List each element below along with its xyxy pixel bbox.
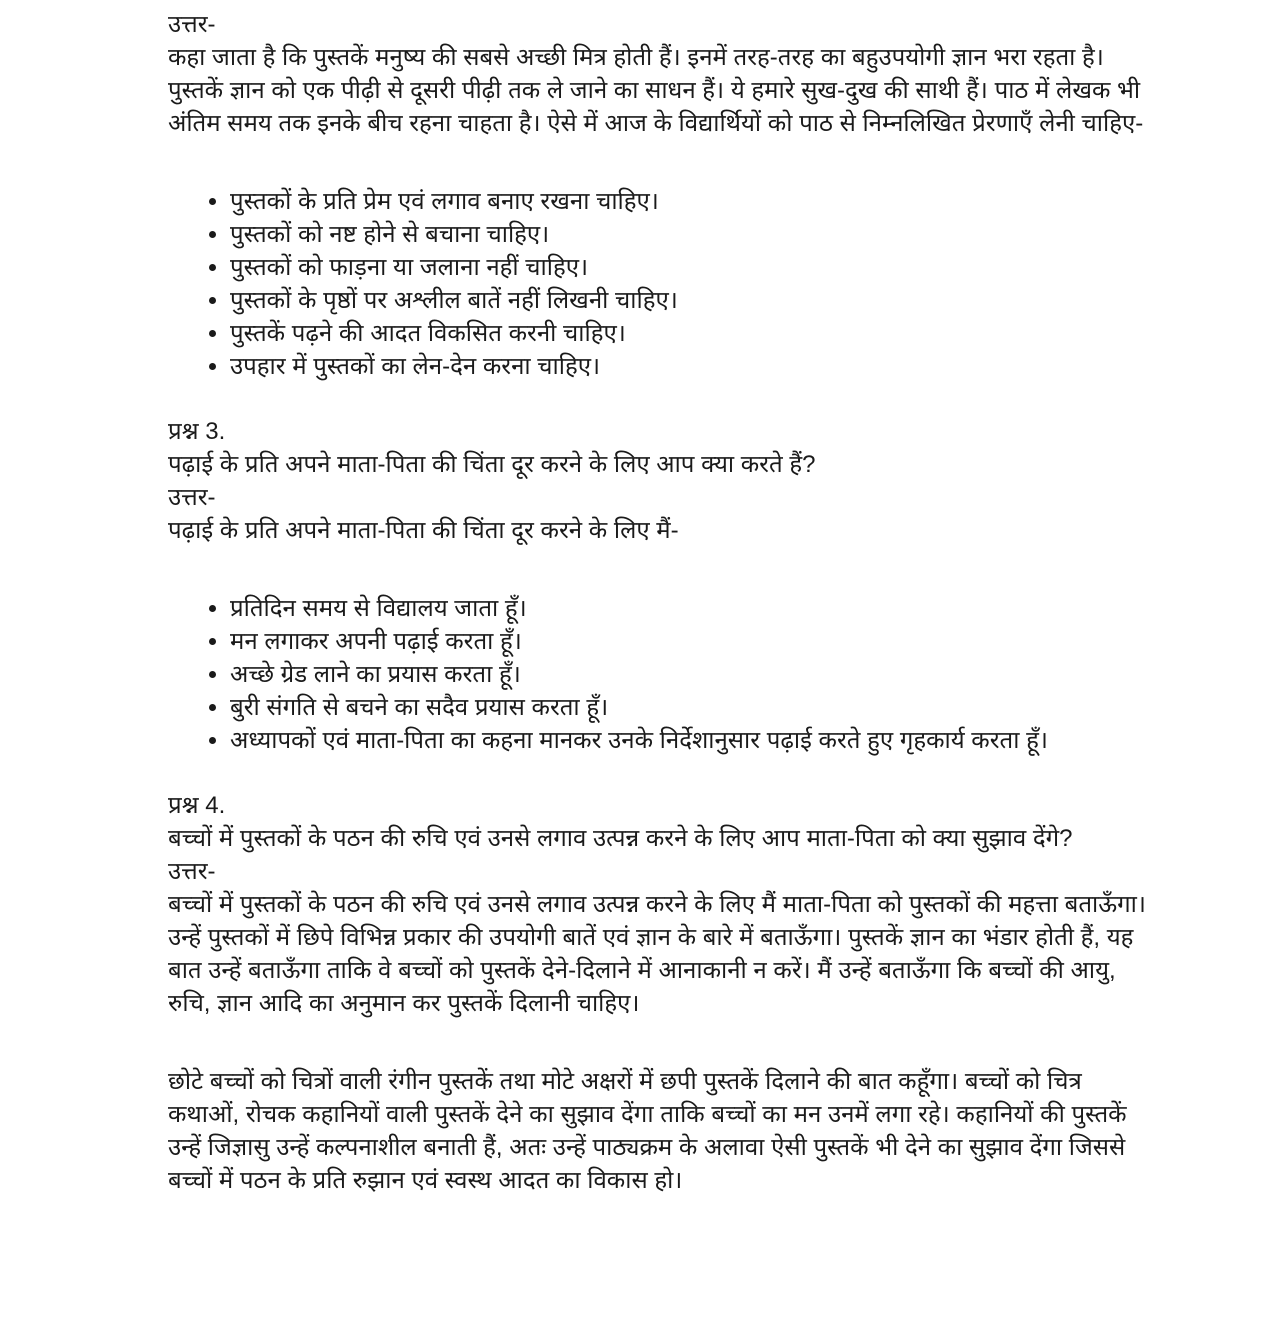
question-label: प्रश्न 4. xyxy=(168,792,226,819)
answer-label: उत्तर- xyxy=(168,484,216,511)
list-item: • पुस्तकों के पृष्ठों पर अश्लील बातें नहीं लिखनी चाहिए। xyxy=(230,284,1153,317)
answer-paragraph: कहा जाता है कि पुस्तकें मनुष्य की सबसे अच्छी मित्र होती हैं। इनमें तरह-तरह का बहुउपयोगी ज्ञान भरा रहता है। पुस्तकें ज्ञान को एक पीढ़ी से दूसरी पीढ़ी तक ले जाने का साधन हैं। ये हमारे सुख-दुख की साथी हैं। पाठ में लेखक भी अंतिम समय तक इनके बीच रहना चाहता है। ऐसे में आज के विद्यार्थियों को पाठ से निम्नलिखित प्रेरणाएँ लेनी चाहिए- xyxy=(168,44,1144,137)
question-label: प्रश्न 3. xyxy=(168,418,226,445)
answer-paragraph: बच्चों में पुस्तकों के पठन की रुचि एवं उनसे लगाव उत्पन्न करने के लिए मैं माता-पिता को पुस्तकों की महत्ता बताऊँगा। उन्हें पुस्तकों में छिपे विभिन्न प्रकार की उपयोगी बातें एवं ज्ञान के बारे में बताऊँगा। पुस्तकें ज्ञान का भंडार होती हैं, यह बात उन्हें बताऊँगा ताकि वे बच्चों को पुस्तकें देने-दिलाने में आनाकानी न करें। मैं उन्हें बताऊँगा कि बच्चों की आयु, रुचि, ज्ञान आदि का अनुमान कर पुस्तकें दिलानी चाहिए। xyxy=(168,891,1146,1017)
list-item: • अच्छे ग्रेड लाने का प्रयास करता हूँ। xyxy=(230,658,1153,691)
list-item: • पुस्तकें पढ़ने की आदत विकसित करनी चाहिए। xyxy=(230,317,1153,350)
list-item: • बुरी संगति से बचने का सदैव प्रयास करता हूँ। xyxy=(230,691,1153,724)
list-item: • पुस्तकों को फाड़ना या जलाना नहीं चाहिए। xyxy=(230,251,1153,284)
list-item: • प्रतिदिन समय से विद्यालय जाता हूँ। xyxy=(230,592,1153,625)
list-item: • मन लगाकर अपनी पढ़ाई करता हूँ। xyxy=(230,625,1153,658)
document-body xyxy=(168,8,1153,1197)
list-item: • पुस्तकों को नष्ट होने से बचाना चाहिए। xyxy=(230,218,1153,251)
list-item: • पुस्तकों के प्रति प्रेम एवं लगाव बनाए रखना चाहिए। xyxy=(230,185,1153,218)
inspiration-list xyxy=(168,185,1153,383)
actions-list xyxy=(168,592,1153,757)
list-item: • अध्यापकों एवं माता-पिता का कहना मानकर उनके निर्देशानुसार पढ़ाई करते हुए गृहकार्य करता हूँ। xyxy=(230,724,1153,757)
question-text: बच्चों में पुस्तकों के पठन की रुचि एवं उनसे लगाव उत्पन्न करने के लिए आप माता-पिता को क्या सुझाव देंगे? xyxy=(168,825,1073,852)
answer-label: उत्तर- xyxy=(168,858,216,885)
answer-label: उत्तर- xyxy=(168,11,216,38)
answer-paragraph: पढ़ाई के प्रति अपने माता-पिता की चिंता दूर करने के लिए मैं- xyxy=(168,517,679,544)
list-item: • उपहार में पुस्तकों का लेन-देन करना चाहिए। xyxy=(230,350,1153,383)
answer-paragraph-2: छोटे बच्चों को चित्रों वाली रंगीन पुस्तकें तथा मोटे अक्षरों में छपी पुस्तकें दिलाने की बात कहूँगा। बच्चों को चित्र कथाओं, रोचक कहानियों वाली पुस्तकें देने का सुझाव देंगा ताकि बच्चों का मन उनमें लगा रहे। कहानियों की पुस्तकें उन्हें जिज्ञासु उन्हें कल्पनाशील बनाती हैं, अतः उन्हें पाठ्यक्रम के अलावा ऐसी पुस्तकें भी देने का सुझाव देंगा जिससे बच्चों में पठन के प्रति रुझान एवं स्वस्थ आदत का विकास हो। xyxy=(168,1068,1127,1194)
question-text: पढ़ाई के प्रति अपने माता-पिता की चिंता दूर करने के लिए आप क्या करते हैं? xyxy=(168,451,816,478)
